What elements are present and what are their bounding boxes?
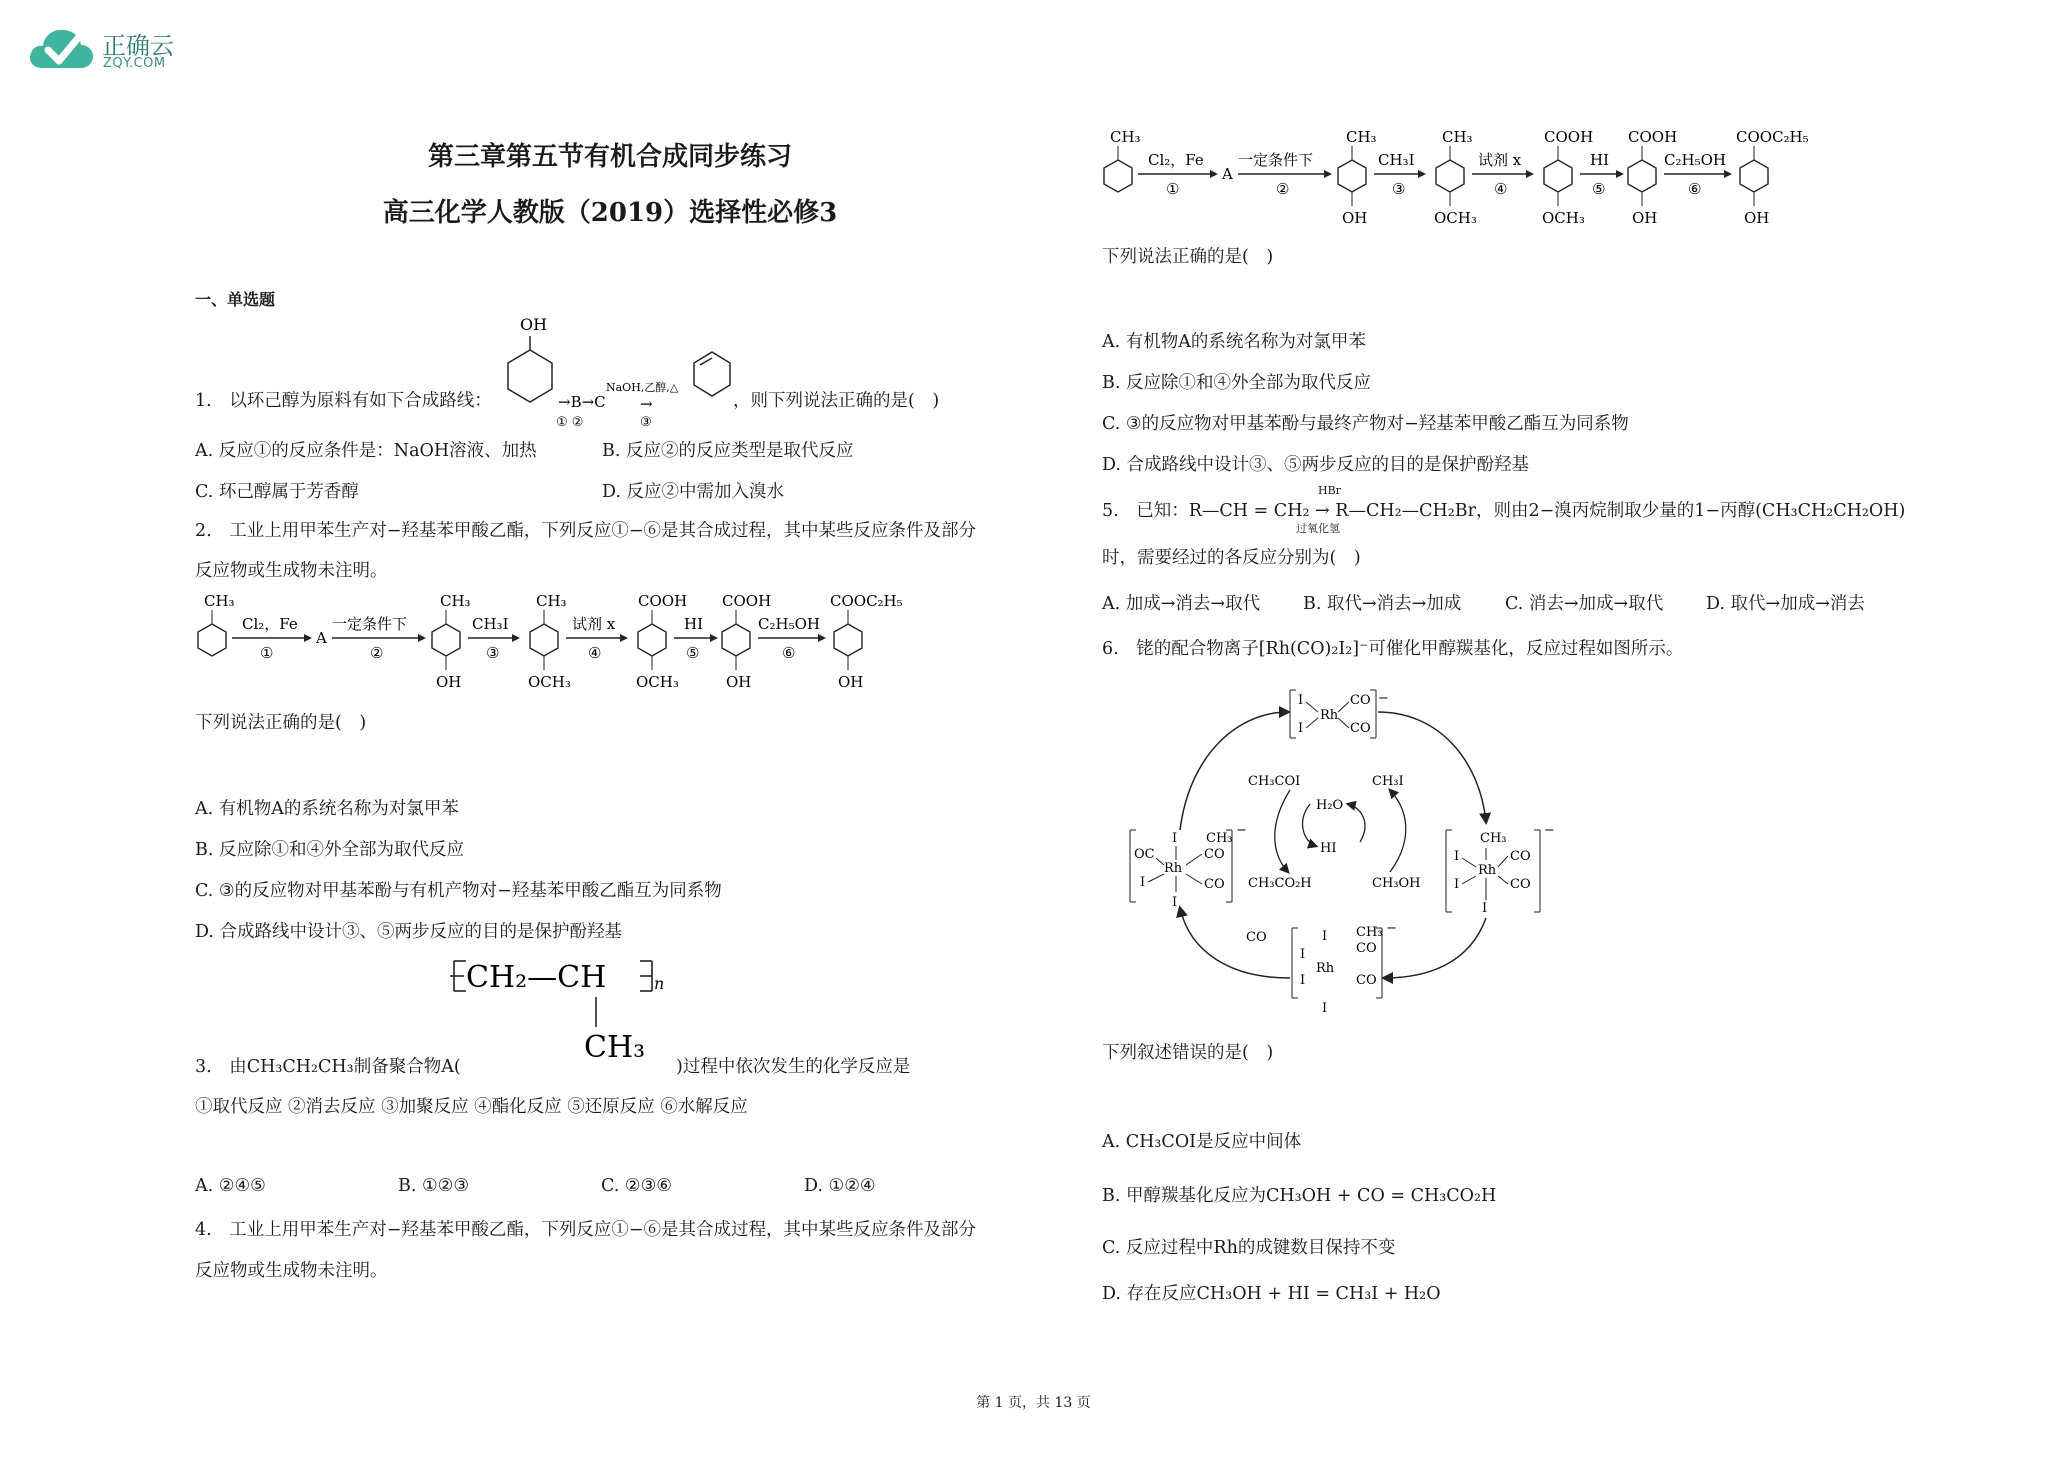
svg-text:②: ②: [370, 644, 384, 662]
svg-text:一定条件下: 一定条件下: [332, 615, 408, 633]
svg-text:CH₃I: CH₃I: [472, 615, 509, 633]
q2-synthesis-scheme: [192, 592, 932, 702]
q6-ask: 下列叙述错误的是( ): [1102, 1043, 1274, 1063]
svg-text:CO: CO: [1350, 721, 1371, 736]
q1-option-d[interactable]: D. 反应②中需加入溴水: [602, 482, 785, 502]
q4-ask: 下列说法正确的是( ): [1102, 247, 1274, 267]
svg-text:④: ④: [588, 644, 602, 662]
svg-text:OCH₃: OCH₃: [1434, 209, 1477, 227]
svg-text:OCH₃: OCH₃: [528, 673, 571, 691]
svg-text:Rh: Rh: [1164, 861, 1183, 876]
svg-text:I: I: [1454, 849, 1460, 864]
ch3oh-label: CH₃OH: [1372, 876, 1421, 891]
q6-stem: 6. 铑的配合物离子[Rh(CO)₂I₂]⁻可催化甲醇羰基化，反应过程如图所示。: [1102, 639, 1684, 659]
svg-text:CH₃: CH₃: [1480, 831, 1507, 846]
ch3i-label: CH₃I: [1372, 774, 1404, 789]
svg-text:⑤: ⑤: [1592, 180, 1606, 198]
q1-option-c[interactable]: C. 环己醇属于芳香醇: [195, 482, 359, 502]
q5-arrow-bottom-label: 过氧化氢: [1296, 522, 1340, 535]
svg-text:CH₃: CH₃: [536, 592, 567, 610]
q3-option-b[interactable]: B. ①②③: [398, 1176, 470, 1196]
svg-text:I: I: [1454, 877, 1460, 892]
q5-stem-line1: 5. 已知：R—CH = CH₂ → R—CH₂—CH₂Br，则由2−溴丙烷制取少量的1−丙醇(CH₃CH₂CH₂OH): [1102, 501, 1906, 521]
co-label: CO: [1246, 930, 1267, 945]
h2o-label: H₂O: [1316, 798, 1344, 813]
q1-reagent: NaOH,乙醇,△: [606, 381, 679, 394]
svg-text:OH: OH: [838, 673, 864, 691]
svg-text:CO: CO: [1356, 941, 1377, 956]
q3-stem-pre: 3. 由CH₃CH₂CH₃制备聚合物A(: [195, 1057, 461, 1077]
svg-text:CO: CO: [1204, 847, 1225, 862]
svg-text:Cl₂，Fe: Cl₂，Fe: [242, 615, 298, 633]
svg-text:I: I: [1172, 895, 1178, 910]
svg-text:① ②: ① ②: [556, 415, 584, 430]
svg-text:→: →: [640, 395, 653, 413]
q2-stem-line2: 反应物或生成物未注明。: [195, 561, 388, 581]
svg-text:OH: OH: [436, 673, 462, 691]
svg-text:OH: OH: [726, 673, 752, 691]
svg-text:→B→C: →B→C: [558, 393, 606, 411]
q3-option-c[interactable]: C. ②③⑥: [601, 1176, 672, 1196]
svg-text:OH: OH: [1342, 209, 1368, 227]
q5-option-c[interactable]: C. 消去→加成→取代: [1505, 594, 1664, 614]
svg-text:C₂H₅OH: C₂H₅OH: [758, 615, 820, 633]
q4-option-d[interactable]: D. 合成路线中设计③、⑤两步反应的目的是保护酚羟基: [1102, 455, 1530, 475]
svg-text:⑥: ⑥: [782, 644, 796, 662]
svg-text:C₂H₅OH: C₂H₅OH: [1664, 151, 1726, 169]
svg-text:I: I: [1172, 831, 1178, 846]
svg-text:CH₃: CH₃: [1442, 128, 1473, 146]
svg-text:COOH: COOH: [1544, 128, 1594, 146]
svg-text:OC: OC: [1134, 847, 1155, 862]
q3-option-a[interactable]: A. ②④⑤: [195, 1176, 266, 1196]
svg-text:CO: CO: [1510, 849, 1531, 864]
svg-text:④: ④: [1494, 180, 1508, 198]
svg-text:③: ③: [640, 415, 652, 430]
q2-option-a[interactable]: A. 有机物A的系统名称为对氯甲苯: [195, 799, 459, 819]
svg-text:CO: CO: [1510, 877, 1531, 892]
svg-text:I: I: [1300, 947, 1306, 962]
q2-option-c[interactable]: C. ③的反应物对甲基苯酚与有机产物对−羟基苯甲酸乙酯互为同系物: [195, 881, 722, 901]
q4-option-c[interactable]: C. ③的反应物对甲基苯酚与最终产物对−羟基苯甲酸乙酯互为同系物: [1102, 414, 1629, 434]
svg-text:Rh: Rh: [1320, 708, 1339, 723]
svg-text:CH₃: CH₃: [440, 592, 471, 610]
svg-text:CH₃: CH₃: [1356, 925, 1383, 940]
svg-text:A: A: [1222, 165, 1233, 183]
q6-option-c[interactable]: C. 反应过程中Rh的成键数目保持不变: [1102, 1238, 1396, 1258]
svg-text:⑥: ⑥: [1688, 180, 1702, 198]
rh-complex-top: [1290, 690, 1389, 738]
svg-text:①: ①: [260, 644, 274, 662]
svg-text:CH₂—CH: CH₂—CH: [466, 960, 607, 995]
svg-text:COOH: COOH: [1628, 128, 1678, 146]
svg-text:OH: OH: [1632, 209, 1658, 227]
q4-stem-line1: 4. 工业上用甲苯生产对−羟基苯甲酸乙酯，下列反应①−⑥是其合成过程，其中某些反应条件及部分: [195, 1220, 977, 1240]
hi-label: HI: [1320, 841, 1337, 856]
logo: [28, 22, 188, 78]
svg-text:A: A: [316, 629, 327, 647]
svg-text:−: −: [1378, 691, 1389, 706]
q1-option-a[interactable]: A. 反应①的反应条件是：NaOH溶液、加热: [195, 441, 537, 461]
q5-option-a[interactable]: A. 加成→消去→取代: [1102, 594, 1261, 614]
svg-text:OCH₃: OCH₃: [636, 673, 679, 691]
svg-text:CH₃: CH₃: [1206, 831, 1233, 846]
svg-text:−: −: [1386, 921, 1397, 936]
logo-domain: ZQY.COM: [103, 56, 166, 71]
svg-text:HI: HI: [1590, 151, 1610, 169]
q6-catalytic-cycle: [1120, 682, 1570, 1022]
svg-text:Rh: Rh: [1316, 961, 1335, 976]
svg-text:③: ③: [486, 644, 500, 662]
page-subtitle: 高三化学人教版（2019）选择性必修3: [382, 198, 838, 228]
section-heading: 一、单选题: [195, 290, 276, 309]
svg-text:CO: CO: [1350, 693, 1371, 708]
cyclohexanol-ring: [508, 350, 552, 402]
svg-text:I: I: [1140, 875, 1146, 890]
q2-option-d[interactable]: D. 合成路线中设计③、⑤两步反应的目的是保护酚羟基: [195, 922, 623, 942]
svg-text:COOC₂H₅: COOC₂H₅: [830, 592, 903, 610]
svg-text:①: ①: [1166, 180, 1180, 198]
q3-option-d[interactable]: D. ①②④: [804, 1176, 876, 1196]
ch3coi-label: CH₃COI: [1248, 774, 1301, 789]
svg-text:I: I: [1322, 929, 1328, 944]
svg-text:I: I: [1298, 721, 1304, 736]
svg-text:CO: CO: [1356, 973, 1377, 988]
cloud-check-icon: [28, 24, 96, 72]
q4-synthesis-scheme: [1098, 128, 1838, 238]
svg-text:n: n: [654, 974, 665, 993]
q5-stem-line2: 时，需要经过的各反应分别为( ): [1102, 548, 1361, 568]
q5-arrow-top-label: HBr: [1318, 484, 1341, 497]
svg-text:CH₃: CH₃: [1346, 128, 1377, 146]
svg-text:COOH: COOH: [722, 592, 772, 610]
svg-text:CH₃: CH₃: [1110, 128, 1141, 146]
svg-text:CO: CO: [1204, 877, 1225, 892]
svg-text:⑤: ⑤: [686, 644, 700, 662]
svg-text:试剂 x: 试剂 x: [1478, 151, 1522, 169]
svg-text:CH₃: CH₃: [204, 592, 235, 610]
svg-text:CH₃: CH₃: [584, 1030, 646, 1065]
svg-text:−: −: [1236, 823, 1247, 838]
svg-text:I: I: [1482, 901, 1488, 916]
svg-text:−: −: [1544, 823, 1555, 838]
page-title: 第三章第五节有机合成同步练习: [427, 142, 792, 172]
rh-complex-left: [1130, 823, 1247, 910]
svg-text:OH: OH: [1744, 209, 1770, 227]
q2-stem-line1: 2. 工业上用甲苯生产对−羟基苯甲酸乙酯，下列反应①−⑥是其合成过程，其中某些反应条件及部分: [195, 521, 977, 541]
q2-option-b[interactable]: B. 反应除①和④外全部为取代反应: [195, 840, 464, 860]
q4-option-b[interactable]: B. 反应除①和④外全部为取代反应: [1102, 373, 1371, 393]
svg-text:试剂 x: 试剂 x: [572, 615, 616, 633]
rh-complex-bottom: [1292, 921, 1397, 1016]
svg-text:I: I: [1298, 693, 1304, 708]
q1-oh-label: OH: [520, 315, 548, 334]
q1-stem-pre: 1. 以环己醇为原料有如下合成路线：: [195, 391, 492, 411]
q3-reaction-list: ①取代反应 ②消去反应 ③加聚反应 ④酯化反应 ⑤还原反应 ⑥水解反应: [195, 1097, 748, 1117]
svg-text:Cl₂，Fe: Cl₂，Fe: [1148, 151, 1204, 169]
svg-text:②: ②: [1276, 180, 1290, 198]
q1-stem-post: ，则下列说法正确的是( ): [733, 391, 940, 411]
q2-ask: 下列说法正确的是( ): [195, 713, 367, 733]
svg-text:③: ③: [1392, 180, 1406, 198]
q5-option-b[interactable]: B. 取代→消去→加成: [1303, 594, 1462, 614]
q4-option-a[interactable]: A. 有机物A的系统名称为对氯甲苯: [1102, 332, 1366, 352]
q6-option-d[interactable]: D. 存在反应CH₃OH + HI = CH₃I + H₂O: [1102, 1284, 1441, 1304]
svg-text:Rh: Rh: [1478, 863, 1497, 878]
rh-complex-right: [1446, 823, 1555, 916]
q4-stem-line2: 反应物或生成物未注明。: [195, 1261, 388, 1281]
svg-text:COOC₂H₅: COOC₂H₅: [1736, 128, 1809, 146]
q6-option-b[interactable]: B. 甲醇羰基化反应为CH₃OH + CO = CH₃CO₂H: [1102, 1186, 1497, 1206]
page-footer: 第 1 页，共 13 页: [976, 1395, 1091, 1411]
q3-stem-post: )过程中依次发生的化学反应是: [676, 1057, 911, 1077]
svg-text:一定条件下: 一定条件下: [1238, 151, 1314, 169]
svg-text:I: I: [1322, 1001, 1328, 1016]
q1-route-diagram: [500, 312, 735, 432]
ch3co2h-label: CH₃CO₂H: [1248, 876, 1312, 891]
svg-text:HI: HI: [684, 615, 704, 633]
svg-text:CH₃I: CH₃I: [1378, 151, 1415, 169]
q1-option-b[interactable]: B. 反应②的反应类型是取代反应: [602, 441, 854, 461]
q6-option-a[interactable]: A. CH₃COI是反应中间体: [1102, 1132, 1302, 1152]
logo-brand: 正确云: [102, 32, 174, 60]
svg-text:I: I: [1300, 973, 1306, 988]
q5-option-d[interactable]: D. 取代→加成→消去: [1706, 594, 1865, 614]
q3-polymer-structure: [450, 955, 680, 1065]
svg-text:COOH: COOH: [638, 592, 688, 610]
svg-text:OCH₃: OCH₃: [1542, 209, 1585, 227]
